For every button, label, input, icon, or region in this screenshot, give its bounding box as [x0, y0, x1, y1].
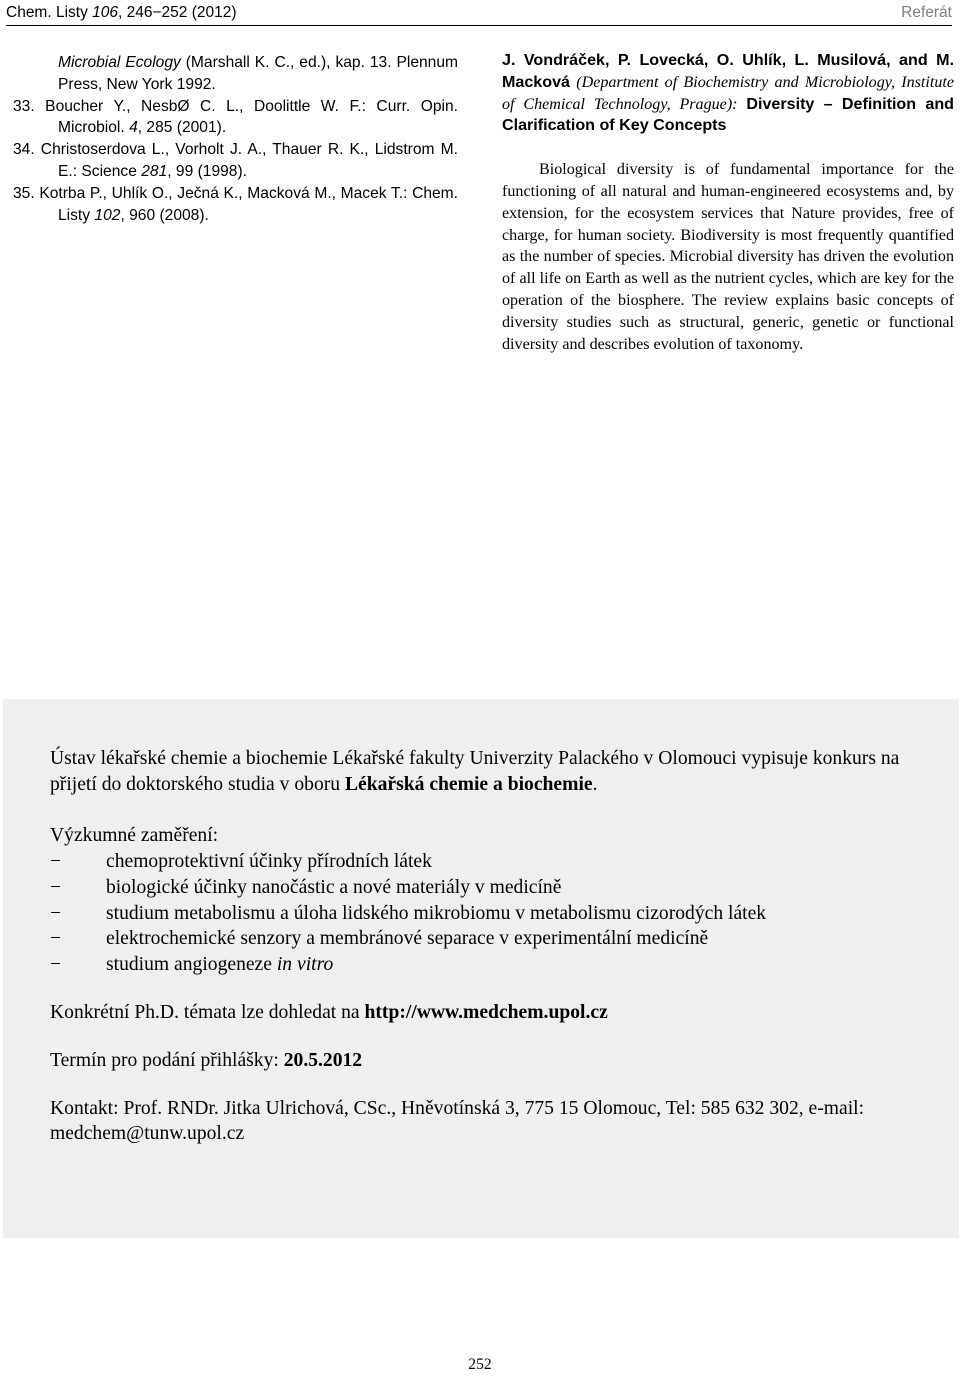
dash-bullet: − — [50, 850, 62, 872]
list-item: − studium metabolismu a úloha lidského mikrobiomu v metabolismu cizorodých látek — [50, 901, 949, 927]
abstract-column — [502, 50, 954, 355]
journal-citation: Chem. Listy 106, 246−252 (2012) — [6, 3, 237, 21]
contact-line: Kontakt: Prof. RNDr. Jitka Ulrichová, CSc., Hněvotínská 3, 775 15 Olomouc, Tel: 585 632 302, e-mail: medchem@tunw.upol.cz — [50, 1097, 865, 1145]
running-header — [6, 0, 952, 26]
reference-33: 33. Boucher Y., NesbØ C. L., Doolittle W. F.: Curr. Opin. Microbiol. 4, 285 (2001). — [13, 97, 458, 137]
reference-list — [6, 52, 458, 226]
abstract-body: Biological diversity is of fundamental importance for the functioning of all natural and human-engineered ecosystems and, by extension, for the ecosystem services that Nature provides, free of charge, for human society. Biodiversity is most frequently quantified as the number of species. Microbial diversity has driven the evolution of all life on Earth as well as the nutrient cycles, which are key for the operation of the biosphere. The review explains basic concepts of diversity studies such as structural, generic, genetic or functional diversity and describes evolution of taxonomy. — [502, 161, 954, 353]
reference-34: 34. Christoserdova L., Vorholt J. A., Thauer R. K., Lidstrom M. E.: Science 281, 99 (1998). — [13, 141, 458, 180]
topics-link[interactable]: http://www.medchem.upol.cz — [364, 1001, 608, 1023]
announcement-intro: Ústav lékařské chemie a biochemie Lékařské fakulty Univerzity Palackého v Olomouci vypisuje konkurs na přijetí do doktorského studia v oboru Lékařská chemie a biochemie. — [50, 748, 900, 795]
reference-continued: Microbial Ecology (Marshall K. C., ed.), kap. 13. Plennum Press, New York 1992. — [58, 54, 459, 93]
page-number: 252 — [468, 1356, 492, 1373]
phd-announcement-box — [3, 699, 959, 1238]
deadline-date: 20.5.2012 — [283, 1049, 363, 1071]
deadline-line: Termín pro podání přihlášky: 20.5.2012 — [50, 1049, 363, 1071]
abstract-title: Diversity – Definition and Clarification of Key Concepts — [502, 94, 954, 135]
list-item: − elektrochemické senzory a membránové separace v experimentální medicíně — [50, 926, 949, 952]
abstract-affiliation: (Department of Biochemistry and Microbiology, Institute of Chemical Technology, Prague): — [502, 73, 954, 113]
abstract-heading — [502, 50, 954, 137]
abstract-authors: J. Vondráček, P. Lovecká, O. Uhlík, L. Musilová, and M. Macková — [502, 51, 954, 91]
dash-bullet: − — [50, 954, 62, 976]
research-focus-heading: Výzkumné zaměření: — [50, 825, 219, 847]
dash-bullet: − — [50, 876, 62, 898]
dash-bullet: − — [50, 928, 62, 950]
list-item: − chemoprotektivní účinky přírodních látek — [50, 849, 949, 875]
reference-35: 35. Kotrba P., Uhlík O., Ječná K., Macková M., Macek T.: Chem. Listy 102, 960 (2008). — [13, 184, 458, 224]
phd-topics-line: Konkrétní Ph.D. témata lze dohledat na http://www.medchem.upol.cz — [50, 1001, 608, 1023]
dash-bullet: − — [50, 902, 62, 924]
research-focus-list — [50, 849, 949, 978]
section-label: Referát — [901, 3, 952, 21]
list-item: − biologické účinky nanočástic a nové materiály v medicíně — [50, 875, 949, 901]
study-field: Lékařská chemie a biochemie — [344, 773, 593, 795]
list-item: − studium angiogeneze in vitro — [50, 952, 949, 978]
